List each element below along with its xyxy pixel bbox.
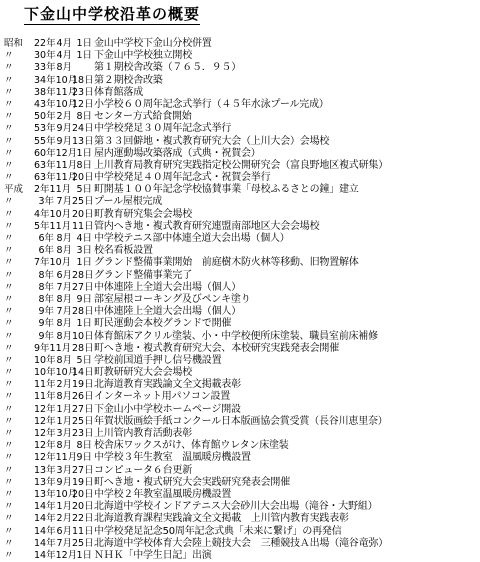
history-row [0, 111, 480, 123]
history-row [0, 550, 480, 562]
history-row [0, 367, 480, 379]
history-row [0, 184, 480, 196]
day-cell: 8日 [76, 159, 92, 171]
history-row [0, 270, 480, 282]
year-cell: 12年 [34, 415, 56, 427]
event-cell: 町教研研究大会会場校 [94, 367, 192, 379]
year-cell: 9年 [38, 330, 54, 342]
year-cell: 13年 [34, 476, 56, 488]
year-cell: 63年11月 [34, 159, 78, 171]
month-cell: 8月 [56, 354, 72, 366]
event-cell: 中学校発足記念50周年記念式典「未来に繋げ」の再発信 [94, 525, 342, 537]
event-cell: 小学校６０周年記念式挙行（４５年水泳プール完成） [94, 98, 329, 110]
day-cell: 8日 [76, 111, 92, 123]
event-cell: 北海道教育課程実践論文全文掲載 上川管内教育実践表彰 [94, 513, 349, 525]
event-cell: 体育館落成 [94, 86, 143, 98]
event-cell: 北海道中学校インドアテニス大会砂川大会出場（滝谷・大野組） [94, 501, 378, 513]
era-cell: 〃 [4, 428, 14, 439]
event-cell: 管内へき地・複式教育研究連盟南部地区大会会場校 [94, 220, 320, 232]
day-cell: 9日 [76, 293, 92, 305]
year-cell: 8年 [38, 269, 54, 281]
era-cell: 〃 [4, 159, 14, 171]
era-cell: 〃 [4, 464, 14, 476]
year-cell: 11年 [34, 391, 56, 403]
history-row [0, 38, 480, 50]
day-cell: 28日 [72, 306, 94, 318]
history-row [0, 257, 480, 269]
event-cell: 下金山中学校独立開校 [94, 50, 192, 62]
era-cell: 〃 [4, 415, 14, 427]
year-cell: 14年 [34, 501, 56, 513]
month-cell: 3月 [56, 428, 72, 439]
day-cell: 27日 [72, 403, 94, 415]
era-cell: 〃 [4, 537, 14, 549]
day-cell: 1日 [76, 38, 92, 49]
era-cell: 〃 [4, 379, 14, 391]
history-row [0, 355, 480, 367]
month-cell: 7月 [56, 537, 72, 549]
era-cell: 〃 [4, 281, 14, 293]
event-cell: 校名看板設置 [94, 245, 153, 257]
day-cell: 8日 [76, 440, 92, 452]
year-cell: 55年 [34, 135, 56, 147]
era-cell: 〃 [4, 220, 14, 232]
event-cell: コンピュータ６台更新 [94, 464, 192, 476]
event-cell: グランド整備事業完了 [94, 269, 192, 281]
era-cell: 〃 [4, 269, 14, 281]
era-cell: 〃 [4, 86, 14, 98]
month-cell: 7月 [56, 196, 72, 208]
history-row [0, 172, 480, 184]
year-cell: 12年 [34, 428, 56, 439]
era-cell: 〃 [4, 50, 14, 62]
day-cell: 9日 [76, 452, 92, 464]
era-cell: 〃 [4, 98, 14, 110]
event-cell: 中体連陸上全道大会出場（個人） [94, 306, 241, 318]
day-cell: 25日 [72, 415, 94, 427]
day-cell: 5日 [76, 354, 92, 366]
day-cell: 20日 [72, 172, 94, 184]
event-cell: 北海道中学校体育大会陸上競技大会 三種競技Ａ出場（滝谷竜弥） [94, 537, 388, 549]
day-cell: 1日 [76, 549, 92, 561]
year-cell: 9年 [38, 318, 54, 330]
era-cell: 〃 [4, 452, 14, 464]
event-cell: 中学校３年生教室 温風暖房機設置 [94, 452, 251, 464]
history-row [0, 50, 480, 62]
era-cell: 〃 [4, 549, 14, 561]
month-cell: 2月 [56, 111, 72, 123]
era-cell: 〃 [4, 74, 14, 86]
history-row [0, 440, 480, 452]
month-cell: 1月 [56, 501, 72, 513]
history-row [0, 221, 480, 233]
era-cell: 〃 [4, 135, 14, 147]
month-cell: 7月 [56, 306, 72, 318]
month-cell: 6月 [56, 269, 72, 281]
day-cell: 28日 [72, 269, 94, 281]
day-cell: 23日 [72, 86, 94, 98]
history-row [0, 477, 480, 489]
day-cell: 26日 [72, 391, 94, 403]
era-cell: 〃 [4, 525, 14, 537]
era-cell: 〃 [4, 306, 14, 318]
event-cell: 部室屋根コーキング及びペンキ塗り [94, 293, 251, 305]
year-cell: 6年 [38, 233, 54, 244]
month-cell: 8月 [56, 440, 72, 452]
year-cell: 12年 [34, 403, 56, 415]
year-cell: 9年11月 [34, 342, 72, 354]
event-cell: 中学校２年教室温風暖房機設置 [94, 488, 232, 500]
era-cell: 〃 [4, 147, 14, 159]
year-cell: 8年 [38, 293, 54, 305]
month-cell: 4月 [56, 50, 72, 62]
day-cell: 18日 [72, 74, 94, 86]
month-cell: 1月 [56, 415, 72, 427]
history-row [0, 428, 480, 440]
event-cell: 中学校発足３０周年記念式挙行 [94, 123, 232, 135]
event-cell: 第３３回僻地・複式教育研究大会（上川大会）会場校 [94, 135, 330, 147]
era-cell: 昭和 [4, 38, 24, 49]
month-cell: 8月 [56, 391, 72, 403]
month-cell: 9月 [56, 135, 72, 147]
day-cell: 11日 [72, 525, 94, 537]
day-cell: 3日 [76, 245, 92, 257]
history-row [0, 391, 480, 403]
event-cell: 町へき地・複式研究大会実践研究発表会開催 [94, 476, 290, 488]
day-cell: 28日 [72, 342, 94, 354]
era-cell: 〃 [4, 513, 14, 525]
day-cell: 13日 [72, 135, 94, 147]
year-cell: 63年11月 [34, 172, 78, 184]
year-cell: 13年 [34, 464, 56, 476]
history-row [0, 501, 480, 513]
event-cell: 体育館床アクリル塗装、小・中学校便所床塗装、職員室前床補修 [94, 330, 378, 342]
era-cell: 〃 [4, 342, 14, 354]
year-cell: 14年 [34, 525, 56, 537]
history-row [0, 318, 480, 330]
year-cell: 7年10月 [34, 257, 72, 269]
history-row [0, 513, 480, 525]
year-cell: 13年10月 [34, 488, 78, 500]
event-cell: 金山中学校下金山分校併置 [94, 38, 212, 49]
year-cell: 10年 [34, 354, 56, 366]
era-cell: 〃 [4, 111, 14, 123]
month-cell: 9月 [56, 476, 72, 488]
history-row [0, 148, 480, 160]
history-row [0, 62, 480, 74]
history-row [0, 452, 480, 464]
day-cell: 20日 [72, 488, 94, 500]
history-row [0, 136, 480, 148]
era-cell: 〃 [4, 488, 14, 500]
year-cell: 38年11月 [34, 86, 78, 98]
history-row [0, 245, 480, 257]
event-cell: センター方式給食開始 [94, 111, 192, 123]
era-cell: 〃 [4, 318, 14, 330]
day-cell: 27日 [72, 464, 94, 476]
history-row [0, 160, 480, 172]
event-cell: 上川管内教育活動表彰 [94, 428, 192, 439]
era-cell: 〃 [4, 172, 14, 184]
history-row [0, 465, 480, 477]
page-title: 下金山中学校沿革の概要 [24, 5, 201, 23]
month-cell: 8月 [56, 245, 72, 257]
day-cell: 25日 [72, 537, 94, 549]
event-cell: 校舎床ワックスがけ、体育館ウレタン床塗装 [94, 440, 289, 452]
era-cell: 〃 [4, 257, 14, 269]
event-cell: ＮＨＫ「中学生日記」出演 [94, 549, 212, 561]
year-cell: 60年12月 [34, 147, 78, 159]
year-cell: 53年 [34, 123, 56, 135]
history-row [0, 331, 480, 343]
year-cell: 4年10月 [34, 208, 72, 220]
history-row [0, 306, 480, 318]
day-cell: 22日 [72, 513, 94, 525]
history-row [0, 209, 480, 221]
era-cell: 平成 [4, 184, 24, 196]
day-cell: 25日 [72, 196, 94, 208]
year-cell: 12年11月 [34, 452, 78, 464]
event-cell: 第２期校舎改築 [94, 74, 163, 86]
month-cell: 8月 [56, 233, 72, 244]
year-cell: 5年11月 [34, 220, 72, 232]
year-cell: 14年 [34, 537, 56, 549]
year-cell: 8年 [38, 281, 54, 293]
day-cell: 1日 [76, 318, 92, 330]
year-cell: 11年 [34, 379, 56, 391]
event-cell: グランド整備事業開始 前庭樹木防火林等移動、旧物置解体 [94, 257, 359, 269]
era-cell: 〃 [4, 62, 14, 74]
history-row [0, 123, 480, 135]
year-cell: 14年12月 [34, 549, 78, 561]
era-cell: 〃 [4, 196, 14, 208]
month-cell: 8月 [56, 330, 72, 342]
history-list [0, 38, 480, 562]
event-cell: 中学校発足４０周年記念式・祝賀会挙行 [94, 172, 271, 184]
day-cell: 11日 [72, 220, 94, 232]
year-cell: 6年 [38, 245, 54, 257]
era-cell: 〃 [4, 440, 14, 452]
month-cell: 2月 [56, 513, 72, 525]
year-cell: 9年 [38, 306, 54, 318]
era-cell: 〃 [4, 476, 14, 488]
event-cell: 町教育研究集会会場校 [94, 208, 192, 220]
day-cell: 1日 [76, 257, 92, 269]
event-cell: 中体連陸上全道大会出場（個人） [94, 281, 241, 293]
month-cell: 4月 [56, 38, 72, 49]
era-cell: 〃 [4, 330, 14, 342]
year-cell: 34年10月 [34, 74, 78, 86]
day-cell: 4日 [76, 233, 92, 244]
history-row [0, 196, 480, 208]
event-cell: プール屋根完成 [94, 196, 163, 208]
day-cell: 14日 [72, 367, 94, 379]
year-cell: 2年11月 [34, 184, 72, 196]
day-cell: 19日 [72, 476, 94, 488]
history-row [0, 87, 480, 99]
day-cell: 12日 [72, 98, 94, 110]
day-cell: 27日 [72, 281, 94, 293]
day-cell: 5日 [76, 184, 92, 196]
history-row [0, 294, 480, 306]
month-cell: 7月 [56, 281, 72, 293]
year-cell: 22年 [34, 38, 56, 49]
day-cell: 19日 [72, 379, 94, 391]
history-row [0, 233, 480, 245]
event-cell: 屋内運動場改築落成（式典・祝賀会） [94, 147, 261, 159]
year-cell: 50年 [34, 111, 56, 123]
month-cell: 6月 [56, 525, 72, 537]
era-cell: 〃 [4, 123, 14, 135]
history-row [0, 416, 480, 428]
day-cell: 24日 [72, 123, 94, 135]
era-cell: 〃 [4, 391, 14, 403]
month-cell: 1月 [56, 403, 72, 415]
event-cell: 町へき地・複式教育研究大会、本校研究実践発表会開催 [94, 342, 339, 354]
history-row [0, 489, 480, 501]
history-row [0, 343, 480, 355]
history-row [0, 379, 480, 391]
day-cell: 23日 [72, 428, 94, 439]
era-cell: 〃 [4, 354, 14, 366]
era-cell: 〃 [4, 233, 14, 244]
era-cell: 〃 [4, 245, 14, 257]
era-cell: 〃 [4, 403, 14, 415]
era-cell: 〃 [4, 501, 14, 513]
year-cell: 43年10月 [34, 98, 78, 110]
year-cell: 14年 [34, 513, 56, 525]
event-cell: 第１期校舎改築（７６５．９５） [94, 62, 241, 74]
era-cell: 〃 [4, 367, 14, 379]
event-cell: 上川教育局教育研究実践指定校公開研究会（富良野地区複式研集） [94, 159, 388, 171]
event-cell: 町開基１００年記念学校協賛事業「母校ふるさとの鐘」建立 [94, 184, 359, 196]
year-cell: 10年10月 [34, 367, 78, 379]
era-cell: 〃 [4, 293, 14, 305]
day-cell: 1日 [76, 147, 92, 159]
month-cell: 8月 [56, 62, 72, 74]
year-cell: 12年 [34, 440, 56, 452]
day-cell: 20日 [72, 501, 94, 513]
day-cell: 10日 [72, 330, 94, 342]
event-cell: 中学校テニス部中体連全道大会出場（個人） [94, 233, 290, 244]
month-cell: 2月 [56, 379, 72, 391]
era-cell: 〃 [4, 208, 14, 220]
event-cell: 下金山小中学校ホームページ開設 [94, 403, 241, 415]
event-cell: 北海道教育実践論文全文掲載表彰 [94, 379, 241, 391]
event-cell: 学校前国道手押し信号機設置 [94, 354, 222, 366]
history-row [0, 404, 480, 416]
month-cell: 9月 [56, 123, 72, 135]
year-cell: 33年 [34, 62, 56, 74]
event-cell: インターネット用パソコン設置 [94, 391, 231, 403]
history-row [0, 282, 480, 294]
history-row [0, 526, 480, 538]
year-cell: 30年 [34, 50, 56, 62]
day-cell: 1日 [76, 50, 92, 62]
event-cell: 年賀状版画絵手紙コンクール日本版画協会賞受賞（長谷川恵里奈） [94, 415, 388, 427]
year-cell: 3年 [38, 196, 54, 208]
month-cell: 8月 [56, 293, 72, 305]
month-cell: 3月 [56, 464, 72, 476]
history-row [0, 99, 480, 111]
month-cell: 8月 [56, 318, 72, 330]
day-cell: 20日 [72, 208, 94, 220]
event-cell: 町民運動会本校グランドで開催 [94, 318, 232, 330]
history-row [0, 75, 480, 87]
history-row [0, 538, 480, 550]
